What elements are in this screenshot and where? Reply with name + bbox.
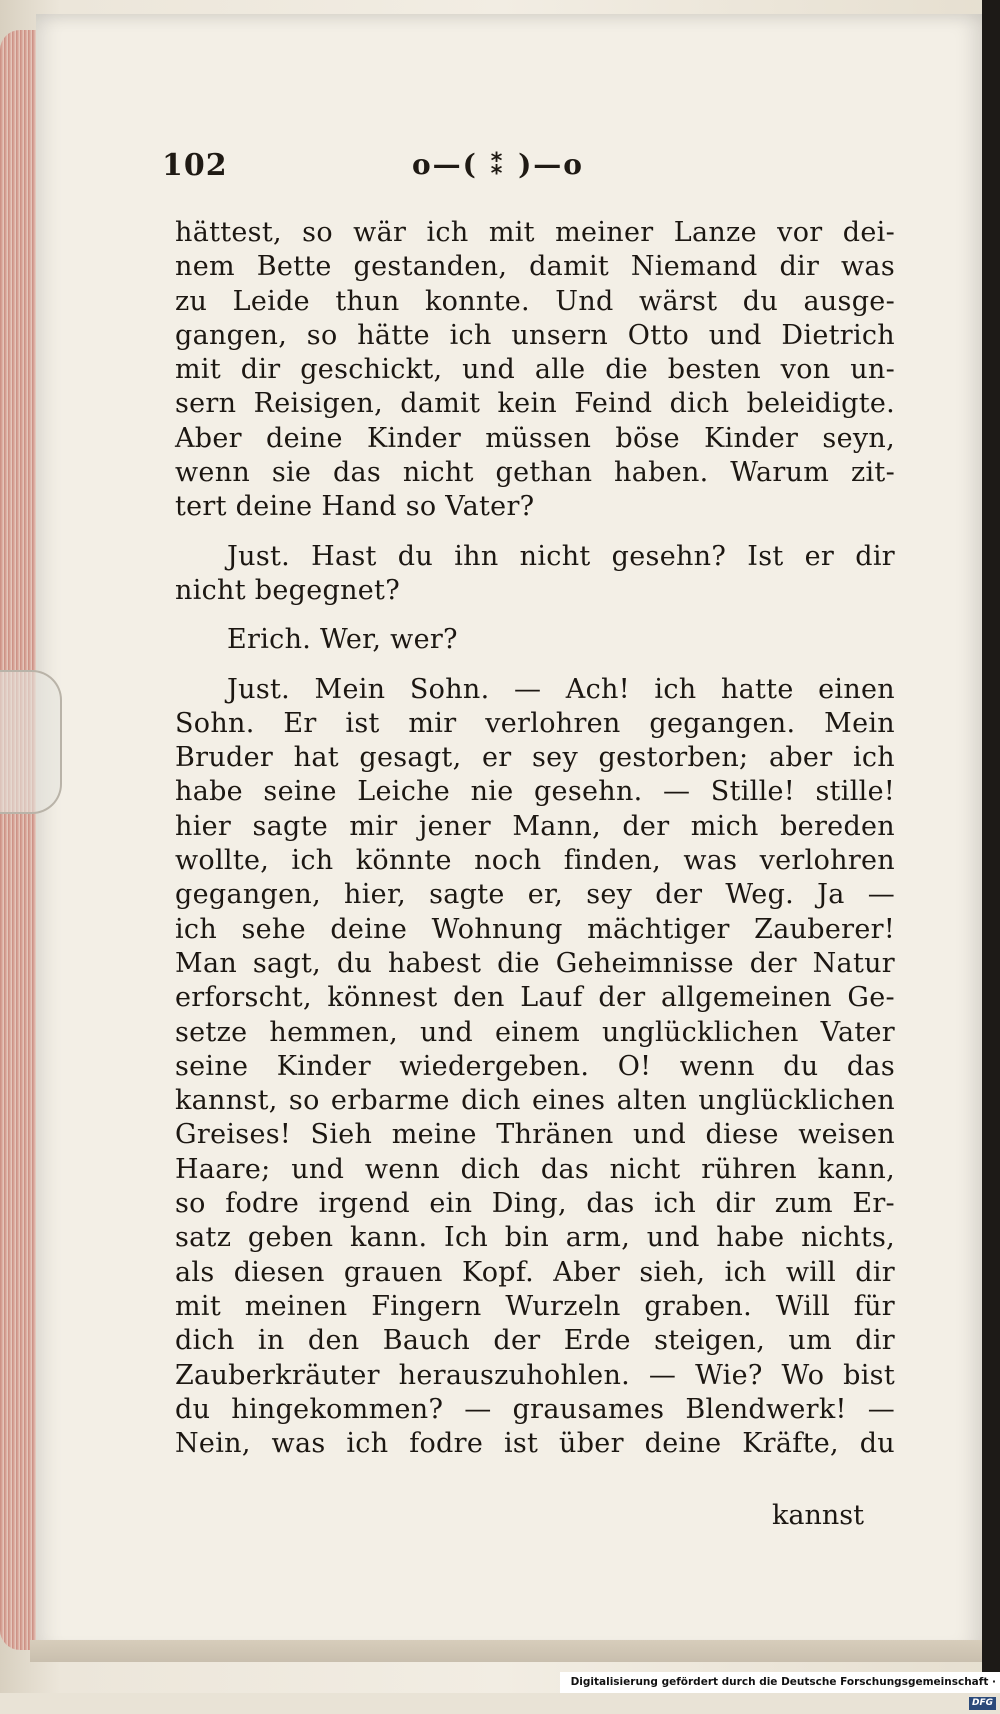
text-line: Greises! Sieh meine Thränen und diese weisen — [175, 1119, 895, 1151]
body-text — [175, 216, 895, 1461]
page-clip — [0, 670, 62, 814]
text-line: setze hemmen, und einem unglücklichen Vater — [175, 1016, 895, 1048]
text-line: habe seine Leiche nie gesehn. — Stille! stille! — [175, 776, 895, 808]
text-line: Erich. Wer, wer? — [227, 624, 458, 656]
text-line: mit dir geschickt, und alle die besten von un- — [175, 354, 895, 386]
text-line: dich in den Bauch der Erde steigen, um dir — [175, 1325, 895, 1357]
running-header — [162, 148, 892, 192]
text-line: wenn sie das nicht gethan haben. Warum zit- — [175, 457, 895, 489]
text-line: tert deine Hand so Vater? — [175, 491, 535, 523]
credit-text: Digitalisierung gefördert durch die Deutsche Forschungsgemeinschaft · — [570, 1676, 996, 1688]
text-line: du hingekommen? — grausames Blendwerk! — — [175, 1393, 895, 1425]
dfg-logo: DFG — [969, 1697, 996, 1710]
text-line: zu Leide thun konnte. Und wärst du ausge- — [175, 285, 895, 317]
catchword: kannst — [772, 1500, 864, 1531]
text-line: ich sehe deine Wohnung mächtiger Zauberer! — [175, 913, 895, 945]
text-line: gegangen, hier, sagte er, sey der Weg. Ja — — [175, 879, 895, 911]
book-bottom-edge — [30, 1640, 985, 1662]
paragraph-gap — [175, 608, 895, 623]
scanner-shadow — [982, 0, 1000, 1693]
text-line: Zauberkräuter herauszuhohlen. — Wie? Wo bist — [175, 1359, 895, 1391]
text-line: hier sagte mir jener Mann, der mich bereden — [175, 810, 895, 842]
header-ornament: o—( ⁑ )—o — [412, 148, 584, 181]
page-number: 102 — [162, 148, 228, 183]
book-page-edges — [0, 30, 40, 1650]
text-line: als diesen grauen Kopf. Aber sieh, ich will dir — [175, 1256, 895, 1288]
text-line: so fodre irgend ein Ding, das ich dir zum Er- — [175, 1188, 895, 1220]
paragraph-gap — [175, 658, 895, 673]
text-line: Just. Mein Sohn. — Ach! ich hatte einen — [227, 673, 895, 705]
text-line: gangen, so hätte ich unsern Otto und Dietrich — [175, 319, 895, 351]
paragraph-gap — [175, 525, 895, 540]
text-line: Nein, was ich fodre ist über deine Kräfte, du — [175, 1428, 895, 1460]
text-line: Haare; und wenn dich das nicht rühren kann, — [175, 1153, 895, 1185]
text-line: Bruder hat gesagt, er sey gestorben; aber ich — [175, 742, 895, 774]
digitization-credit — [560, 1672, 1000, 1708]
text-line: sern Reisigen, damit kein Feind dich beleidigte. — [175, 388, 895, 420]
text-line: satz geben kann. Ich bin arm, und habe nichts, — [175, 1222, 895, 1254]
text-line: Aber deine Kinder müssen böse Kinder seyn, — [175, 422, 895, 454]
text-line: wollte, ich könnte noch finden, was verlohren — [175, 845, 895, 877]
text-line: seine Kinder wiedergeben. O! wenn du das — [175, 1050, 895, 1082]
text-line: erforscht, könnest den Lauf der allgemeinen Ge- — [175, 982, 895, 1014]
text-line: Just. Hast du ihn nicht gesehn? Ist er dir — [227, 540, 895, 572]
text-line: nem Bette gestanden, damit Niemand dir was — [175, 251, 895, 283]
text-line: Sohn. Er ist mir verlohren gegangen. Mein — [175, 707, 895, 739]
text-line: hättest, so wär ich mit meiner Lanze vor dei- — [175, 217, 895, 248]
text-line: mit meinen Fingern Wurzeln graben. Will für — [175, 1290, 895, 1322]
text-line: Man sagt, du habest die Geheimnisse der Natur — [175, 947, 895, 979]
text-line: nicht begegnet? — [175, 574, 400, 606]
text-line: kannst, so erbarme dich eines alten unglücklichen — [175, 1085, 895, 1117]
